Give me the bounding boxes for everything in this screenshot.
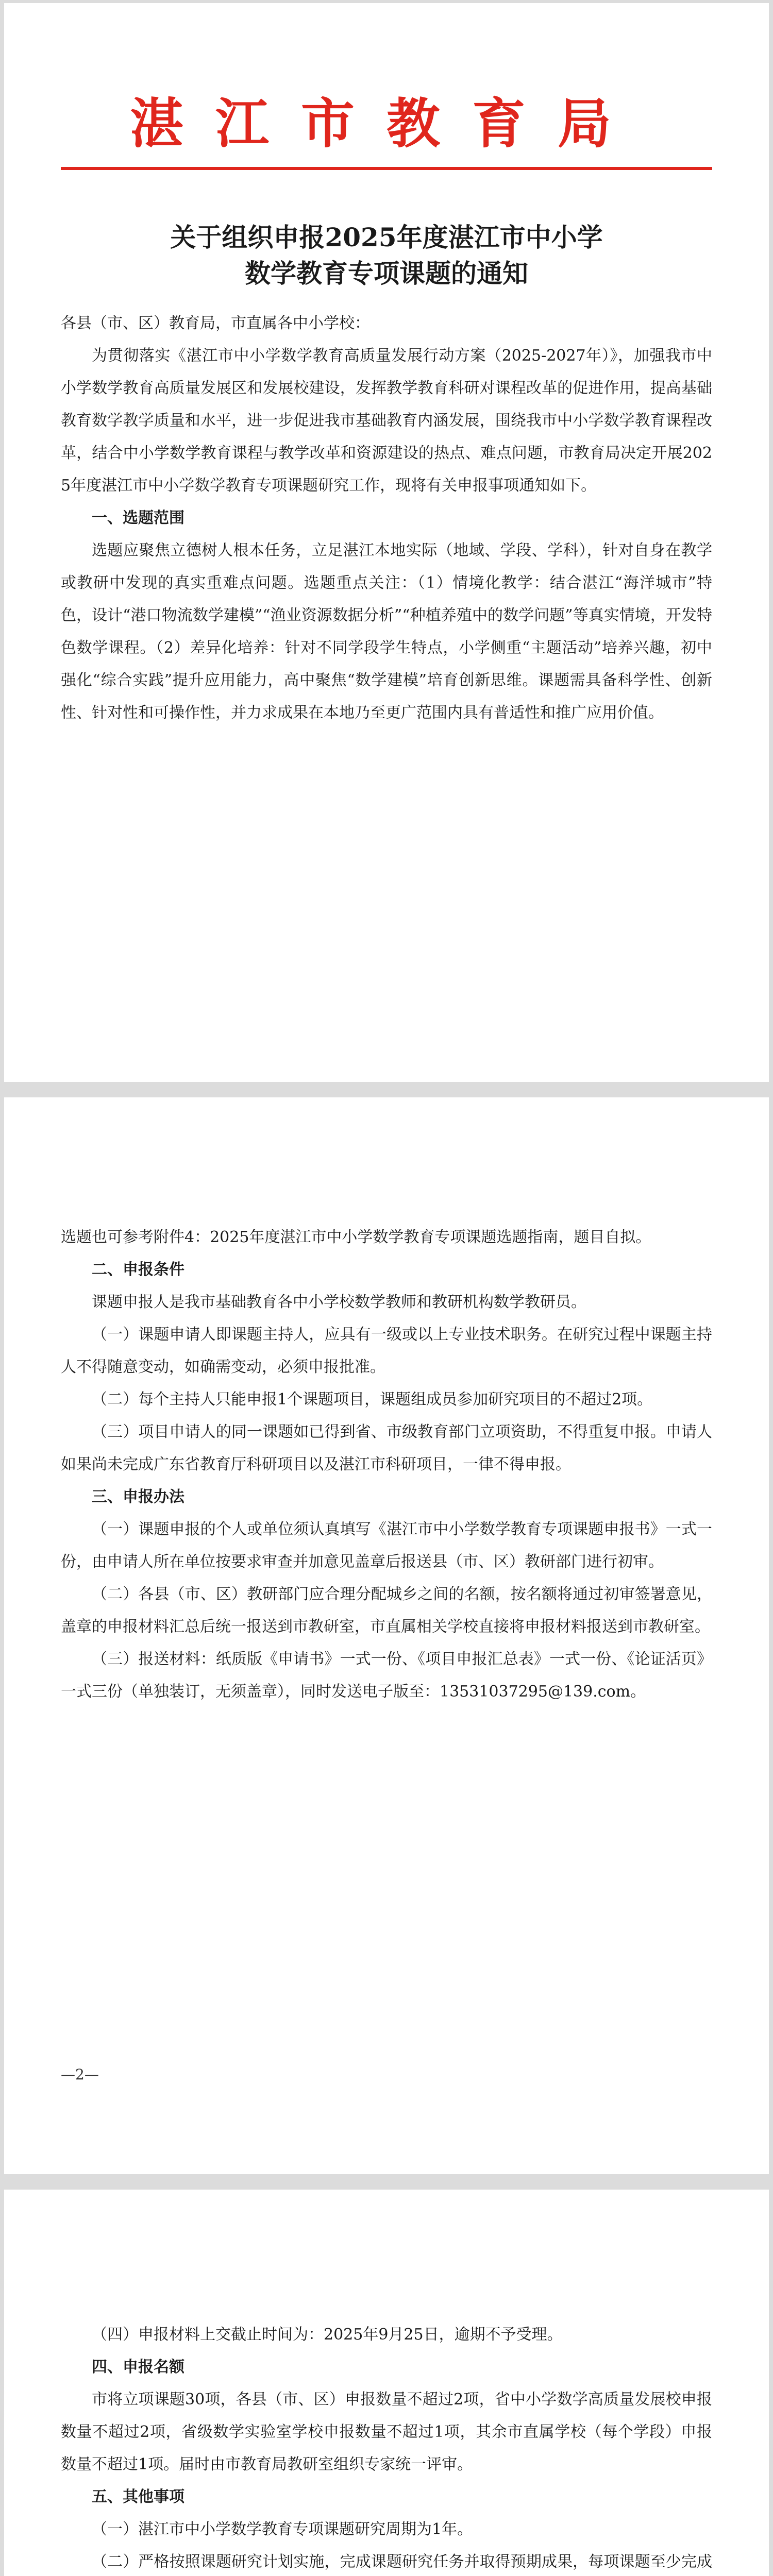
- section-heading-quota: 四、申报名额: [92, 2358, 184, 2376]
- scope-paragraph: 选题应聚焦立德树人根本任务，立足湛江本地实际（地域、学段、学科），针对自身在教学或教研中发现的真实重难点问题。选题重点关注：（1）情境化教学：结合湛江“海洋城市”特色，设计“港口物流数学建模”“渔业资源数据分析”“种植养殖中的数学问题”等真实情境，开发特色数学课程。（2）差异化培养：针对不同学段学生特点，小学侧重“主题活动”培养兴趣，初中强化“综合实践”提升应用能力，高中聚焦“数学建模”培育创新思维。课题需具备科学性、创新性、针对性和可操作性，并力求成果在本地乃至更广范围内具有普适性和推广应用价值。: [61, 541, 712, 722]
- paragraph: （一）课题申请人即课题主持人，应具有一级或以上专业技术职务。在研究过程中课题主持人不得随意变动，如确需变动，必须申报批准。: [61, 1326, 712, 1376]
- intro-paragraph: 为贯彻落实《湛江市中小学数学教育高质量发展行动方案（2025-2027年）》，加强我市中小学数学教育高质量发展区和发展校建设，发挥教学教育科研对课程改革的促进作用，提高基础教育数学教学质量和水平，进一步促进我市基础教育内涵发展，围绕我市中小学数学教育课程改革，结合中小学数学教育课程与教学改革和资源建设的热点、难点问题，市教育局决定开展2025年度湛江市中小学数学教育专项课题研究工作，现将有关申报事项通知如下。: [61, 347, 712, 495]
- section-heading-method: 三、申报办法: [92, 1488, 184, 1506]
- page-2: [4, 1097, 769, 2174]
- title-line-1: 关于组织申报2025年度湛江市中小学: [170, 222, 603, 252]
- paragraph: （三）报送材料：纸质版《申请书》一式一份、《项目申报汇总表》一式一份、《论证活页》一式三份（单独装订，无须盖章），同时发送电子版至：13531037295@139.com。: [61, 1650, 712, 1701]
- page-1-body: [61, 307, 712, 729]
- paragraph: （二）每个主持人只能申报1个课题项目，课题组成员参加研究项目的不超过2项。: [92, 1391, 653, 1409]
- paragraph: 市将立项课题30项，各县（市、区）申报数量不超过2项，省中小学数学高质量发展校申报数量不超过2项，省级数学实验室学校申报数量不超过1项，其余市直属学校（每个学段）申报数量不超过1项。届时由市教育局教研室组织专家统一评审。: [61, 2391, 712, 2473]
- section-heading-conditions: 二、申报条件: [92, 1261, 184, 1279]
- paragraph: （二）各县（市、区）教研部门应合理分配城乡之间的名额，按名额将通过初审签署意见，盖章的申报材料汇总后统一报送到市教研室，市直属相关学校直接将申报材料报送到市教研室。: [61, 1585, 712, 1636]
- page-3-body: [61, 2318, 712, 2576]
- paragraph: 选题也可参考附件4：2025年度湛江市中小学数学教育专项课题选题指南，题目自拟。: [61, 1228, 651, 1246]
- page-number: —2—: [61, 2066, 99, 2083]
- page-3: [4, 2190, 769, 2576]
- paragraph: （二）严格按照课题研究计划实施，完成课题研究任务并取得预期成果，每项课题至少完成: [92, 2553, 712, 2571]
- document-title: [4, 219, 769, 292]
- paragraph: （三）项目申请人的同一课题如已得到省、市级教育部门立项资助，不得重复申报。申请人如果尚未完成广东省教育厅科研项目以及湛江市科研项目，一律不得申报。: [61, 1423, 712, 1473]
- red-header: 湛江市教育局: [129, 92, 643, 155]
- section-heading-scope: 一、选题范围: [92, 509, 184, 527]
- section-heading-other: 五、其他事项: [92, 2488, 184, 2506]
- paragraph: （一）课题申报的个人或单位须认真填写《湛江市中小学数学教育专项课题申报书》一式一份，由申请人所在单位按要求审查并加意见盖章后报送县（市、区）教研部门进行初审。: [61, 1520, 712, 1571]
- title-line-2: 数学教育专项课题的通知: [245, 258, 528, 289]
- page-1: [4, 3, 769, 1082]
- red-divider-line: [61, 167, 712, 170]
- page-2-body: [61, 1221, 712, 1708]
- paragraph: （四）申报材料上交截止时间为：2025年9月25日，逾期不予受理。: [92, 2326, 563, 2344]
- paragraph: 课题申报人是我市基础教育各中小学校数学教师和教研机构数学教研员。: [92, 1293, 586, 1311]
- salutation: 各县（市、区）教育局，市直属各中小学校：: [61, 314, 370, 332]
- paragraph: （一）湛江市中小学数学教育专项课题研究周期为1年。: [92, 2520, 473, 2538]
